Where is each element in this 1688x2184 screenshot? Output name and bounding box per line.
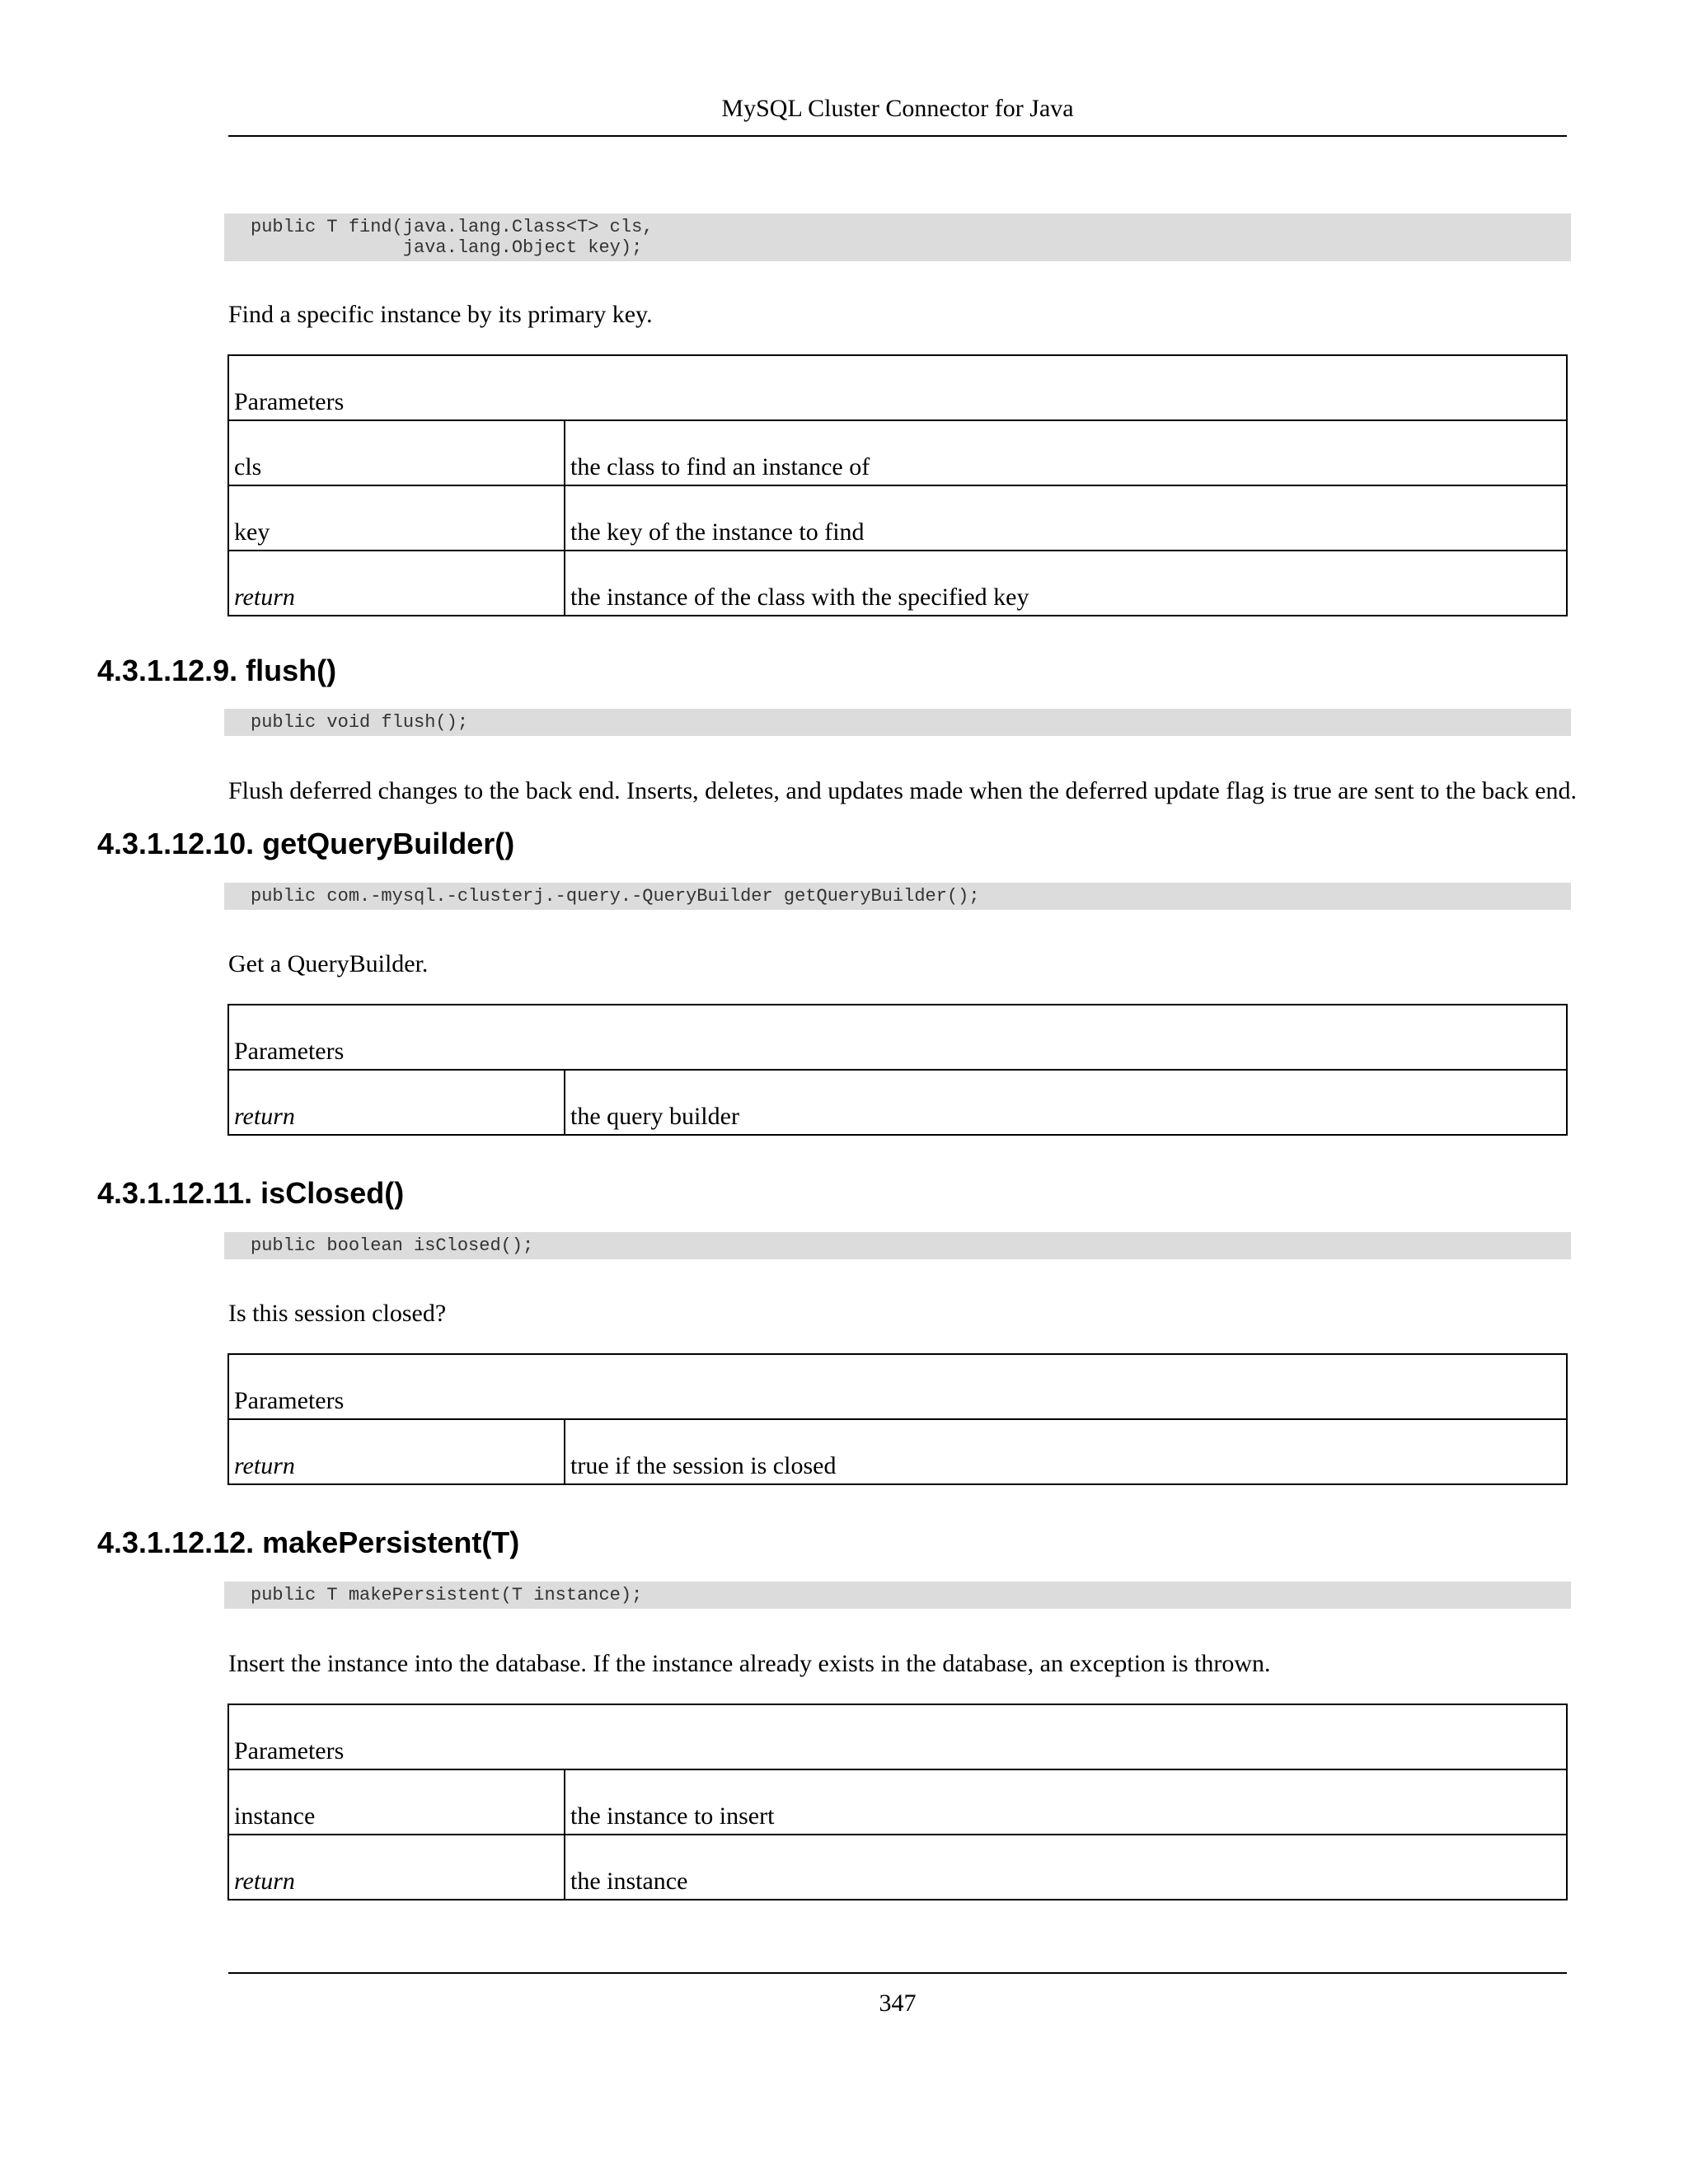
getquerybuilder-description: Get a QueryBuilder.	[228, 950, 429, 977]
section-heading-isclosed: 4.3.1.12.11. isClosed()	[97, 1176, 405, 1210]
isclosed-parameters-table	[227, 1353, 1568, 1485]
flush-signature-code: public void flush();	[224, 709, 1571, 736]
param-description: the instance of the class with the specified key	[565, 551, 1567, 616]
document-title: MySQL Cluster Connector for Java	[721, 95, 1074, 122]
makepersistent-parameters-table	[227, 1704, 1568, 1900]
parameters-header: Parameters	[228, 355, 1567, 420]
param-description: the query builder	[565, 1070, 1567, 1135]
param-description: the key of the instance to find	[565, 485, 1567, 551]
makepersistent-signature-code: public T makePersistent(T instance);	[224, 1582, 1571, 1609]
param-description: true if the session is closed	[565, 1419, 1567, 1484]
page-number: 347	[879, 1990, 917, 2017]
find-description: Find a specific instance by its primary key.	[228, 301, 653, 328]
param-name: key	[228, 485, 565, 551]
section-heading-makepersistent: 4.3.1.12.12. makePersistent(T)	[97, 1526, 520, 1559]
parameters-header: Parameters	[228, 1005, 1567, 1070]
param-description: the instance to insert	[565, 1769, 1567, 1835]
parameters-header: Parameters	[228, 1704, 1567, 1769]
param-name: return	[228, 1419, 565, 1484]
param-name: return	[228, 1070, 565, 1135]
getquerybuilder-signature-code: public com.-mysql.-clusterj.-query.-QueryBuilder getQueryBuilder();	[224, 883, 1571, 910]
parameters-header: Parameters	[228, 1354, 1567, 1419]
section-heading-getquerybuilder: 4.3.1.12.10. getQueryBuilder()	[97, 827, 515, 860]
getquerybuilder-parameters-table	[227, 1004, 1568, 1136]
param-description: the class to find an instance of	[565, 420, 1567, 485]
param-name: return	[228, 551, 565, 616]
isclosed-signature-code: public boolean isClosed();	[224, 1232, 1571, 1259]
param-name: instance	[228, 1769, 565, 1835]
param-name: cls	[228, 420, 565, 485]
makepersistent-description: Insert the instance into the database. If the instance already exists in the database, an exception is thrown.	[228, 1650, 1271, 1677]
find-parameters-table	[227, 354, 1568, 616]
page-footer	[228, 1972, 1567, 2018]
flush-description: Flush deferred changes to the back end. Inserts, deletes, and updates made when the deferred update flag is true are sent to the back end.	[228, 777, 1578, 804]
param-description: the instance	[565, 1835, 1567, 1900]
section-heading-flush: 4.3.1.12.9. flush()	[97, 654, 337, 687]
param-name: return	[228, 1835, 565, 1900]
find-signature-code: public T find(java.lang.Class<T> cls, java.lang.Object key);	[224, 213, 1571, 261]
page-header	[228, 91, 1567, 137]
isclosed-description: Is this session closed?	[228, 1300, 447, 1327]
